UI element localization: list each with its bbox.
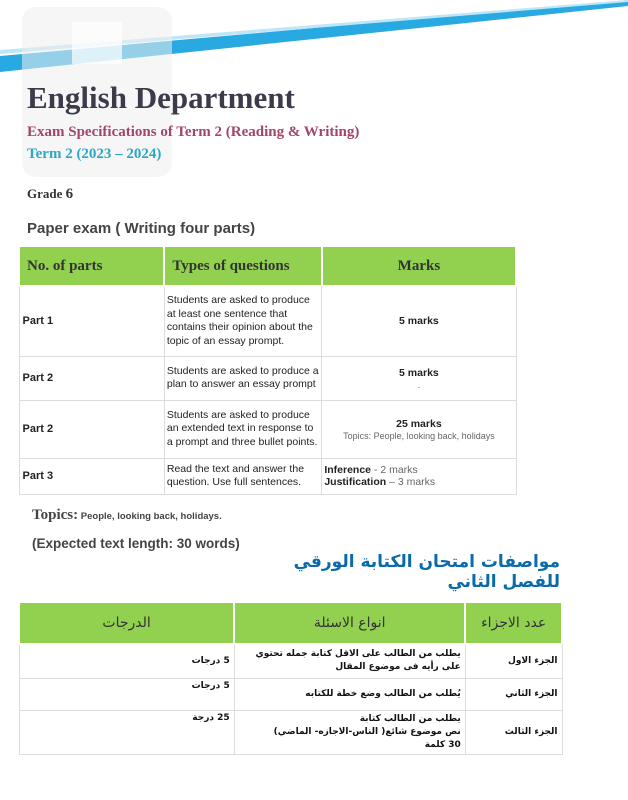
inference-line	[324, 464, 513, 476]
table-row	[19, 400, 516, 458]
question-type-cell: Students are asked to produce a plan to answer an essay prompt	[164, 356, 321, 400]
part-cell: الجزء الثاني	[465, 678, 562, 710]
grade-text: Grade	[27, 186, 63, 201]
part-cell: Part 3	[19, 458, 164, 494]
question-line: نص موضوع شائع( الناس-الاجازه- الماضي)	[273, 726, 461, 737]
header-types-of-questions: Types of questions	[164, 246, 321, 286]
header-marks: Marks	[322, 246, 516, 286]
english-spec-table	[18, 245, 517, 495]
paper-exam-title: Paper exam ( Writing four parts)	[27, 220, 256, 237]
table-row	[19, 678, 562, 710]
part-cell: Part 1	[19, 286, 164, 356]
grade-number: 6	[65, 186, 74, 202]
marks-cell	[322, 458, 516, 494]
table-header-row	[19, 246, 516, 286]
grade-cell: 25 درجة	[19, 710, 234, 754]
question-line: يطلب من الطالب كتابة	[359, 713, 461, 724]
table-row	[19, 644, 562, 678]
marks-value: 25 marks	[396, 417, 442, 430]
topics-line	[32, 507, 222, 524]
question-type-cell: Read the text and answer the question. Use full sentences.	[164, 458, 321, 494]
question-cell: يطلب من الطالب على الاقل كتابة جمله تحتوي على رأيه فى موضوع المقال	[234, 644, 465, 678]
header-question-types: انواع الاسئلة	[234, 602, 465, 644]
arabic-spec-table	[18, 601, 563, 755]
question-line: 30 كلمة	[424, 739, 461, 750]
page-title: English Department	[27, 80, 295, 115]
topics-note: Topics: People, looking back, holidays	[343, 430, 495, 441]
table-row	[19, 286, 516, 356]
marks-value: 5 marks	[399, 315, 439, 328]
justification-label: Justification	[324, 476, 387, 488]
table-row	[19, 356, 516, 400]
marks-cell	[322, 400, 516, 458]
justification-value: – 3 marks	[386, 476, 436, 488]
part-cell: الجزء الاول	[465, 644, 562, 678]
marks-value: 5 marks	[399, 366, 439, 379]
question-cell: يُطلب من الطالب وضع خطة للكتابه	[234, 678, 465, 710]
justification-line	[324, 476, 513, 488]
header-no-of-parts: No. of parts	[19, 246, 164, 286]
inference-label: Inference	[324, 464, 371, 476]
part-cell: الجزء الثالث	[465, 710, 562, 754]
question-type-cell: Students are asked to produce at least one sentence that contains their opinion about the topic of an essay prompt.	[164, 286, 321, 356]
grade-label	[27, 186, 73, 203]
inference-value: - 2 marks	[371, 464, 418, 476]
question-cell	[234, 710, 465, 754]
header-grades: الدرجات	[19, 602, 234, 644]
part-cell: Part 2	[19, 400, 164, 458]
expected-length: (Expected text length: 30 words)	[32, 536, 240, 551]
table-header-row	[19, 602, 562, 644]
question-type-cell: Students are asked to produce an extended text in response to a prompt and three bullet points.	[164, 400, 321, 458]
marks-cell	[322, 286, 516, 356]
topics-label: Topics:	[32, 507, 79, 523]
table-row	[19, 710, 562, 754]
topics-text: People, looking back, holidays.	[78, 511, 222, 522]
grade-cell: 5 درجات	[19, 644, 234, 678]
grade-cell: 5 درجات	[19, 678, 234, 710]
term-label: Term 2 (2023 – 2024)	[27, 146, 162, 162]
header-part-count: عدد الاجزاء	[465, 602, 562, 644]
part-cell: Part 2	[19, 356, 164, 400]
arabic-section-title: مواصفات امتحان الكتابة الورقي للفصل الثاني	[293, 552, 560, 592]
table-row	[19, 458, 516, 494]
marks-cell	[322, 356, 516, 400]
exam-subtitle: Exam Specifications of Term 2 (Reading & Writing)	[27, 124, 360, 140]
marks-note: .	[417, 379, 421, 390]
